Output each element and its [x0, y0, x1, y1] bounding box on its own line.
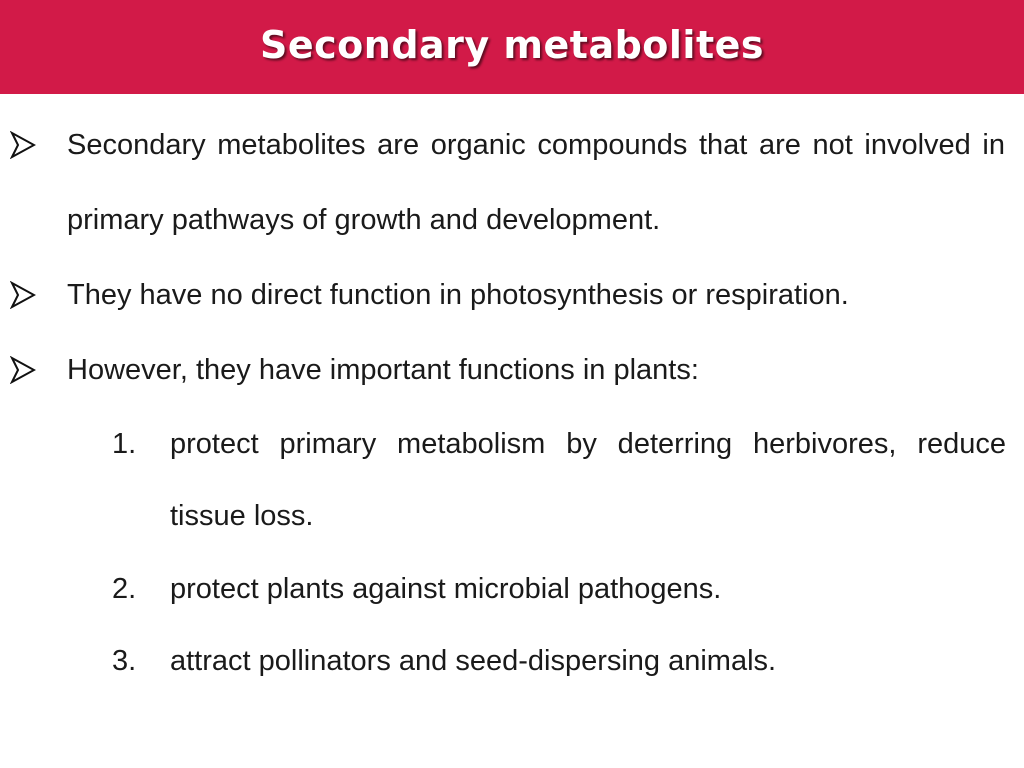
slide-title: Secondary metabolites — [260, 23, 764, 67]
title-bar — [0, 0, 1024, 94]
bullet-item — [10, 108, 1010, 258]
item-number: 2. — [112, 573, 137, 605]
arrow-bullet-icon — [10, 356, 36, 386]
bullet-item — [10, 258, 1010, 333]
bullet-text: Secondary metabolites are organic compounds that are not involved in primary pathways of growth and development. — [67, 129, 1005, 236]
item-text: protect plants against microbial pathogens. — [170, 573, 722, 605]
item-text: attract pollinators and seed-dispersing animals. — [170, 645, 777, 677]
item-number: 1. — [112, 428, 137, 460]
arrow-bullet-icon — [10, 281, 36, 311]
item-number: 3. — [112, 645, 137, 677]
bullet-text: They have no direct function in photosynthesis or respiration. — [67, 279, 849, 311]
item-text: protect primary metabolism by deterring herbivores, reduce tissue loss. — [170, 428, 1006, 532]
bullet-item — [10, 333, 1010, 408]
arrow-bullet-icon — [10, 131, 36, 161]
bullet-text: However, they have important functions in plants: — [67, 354, 699, 386]
